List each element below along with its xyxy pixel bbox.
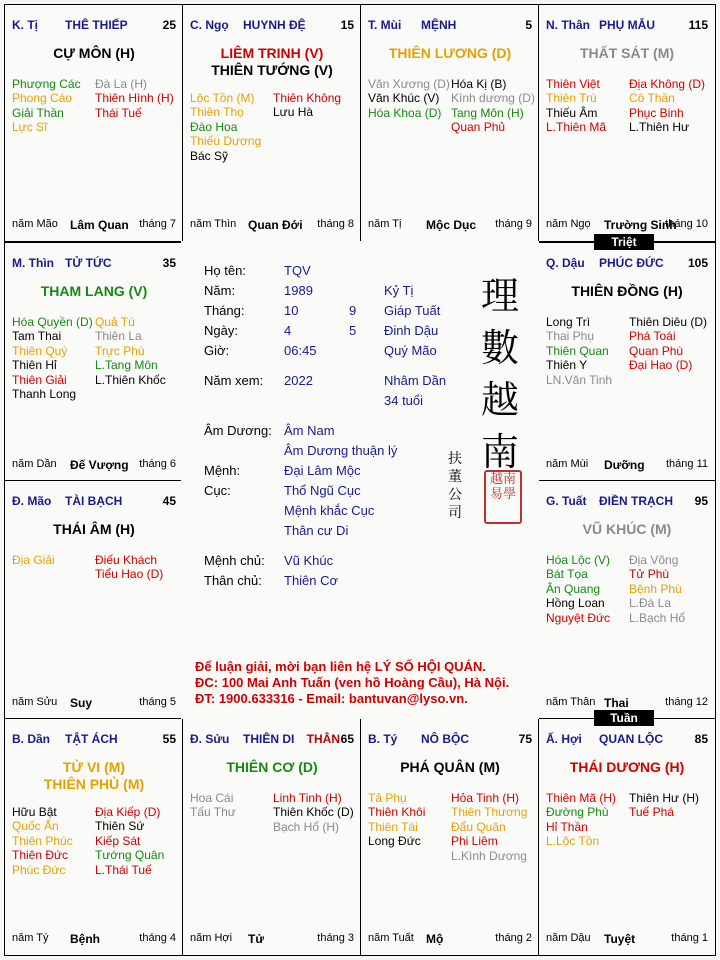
major-stars [183,759,361,776]
minor-star: Giải Thần [12,105,64,120]
value-than-cu: Thân cư Di [284,523,349,538]
minor-star: L.Thiên Mã [546,120,607,135]
palace-name: TẬT ÁCH [65,732,118,746]
minor-star: Thiên Y [546,358,588,373]
major-stars [539,521,715,538]
major-star: THÁI ÂM (H) [53,521,135,537]
minor-star: Bác Sỹ [190,148,229,163]
major-stars [5,759,183,793]
palace-cell-ty [360,718,540,956]
palace-name: QUAN LỘC [599,732,663,746]
palace-stem: B. Tý [368,732,398,746]
palace-name: PHỤ MẪU [599,18,655,32]
minor-stars-left [12,805,73,877]
palace-footer [368,932,532,946]
palace-header [12,18,176,34]
palace-cell-hoi [538,718,716,956]
palace-cell-ti [4,4,184,242]
major-star: PHÁ QUÂN (M) [400,759,500,775]
minor-star: L.Kình Dương [451,848,527,863]
label-than-chu: Thân chủ: [204,573,262,588]
minor-stars-right [629,553,685,625]
minor-stars-right [451,77,535,135]
major-star: VŨ KHÚC (M) [582,521,672,537]
major-stars [361,45,539,62]
minor-star: Thiên Đức [12,848,69,863]
red-seal-stamp: 越南易學 [484,470,522,524]
minor-stars-right [273,91,341,120]
minor-star: Tướng Quân [95,848,165,863]
minor-star: Bệnh Phù [629,581,682,596]
label-hour: Giờ: [204,343,230,358]
palace-name: ĐIỀN TRẠCH [599,494,673,508]
palace-month: tháng 5 [139,696,176,708]
minor-star: Linh Tinh (H) [273,791,342,805]
palace-stem: Đ. Sửu [190,732,230,746]
minor-star: Thiên Khốc (D) [273,805,354,820]
minor-star: LN.Văn Tinh [546,372,613,387]
minor-stars-right [273,791,354,834]
palace-month: tháng 1 [671,932,708,944]
minor-stars-left [368,77,450,120]
minor-star: Thiên Phúc [12,833,73,848]
contact-line-3: ĐT: 1900.633316 - Email: bantuvan@lyso.vn. [195,691,468,706]
palace-cell-mui [360,4,540,242]
minor-star: Tang Môn (H) [451,105,524,120]
palace-header [12,494,176,510]
major-star: THẤT SÁT (M) [579,45,675,61]
value-year-can: Kỷ Tị [384,283,414,298]
major-star: THIÊN LƯƠNG (D) [388,45,512,61]
palace-stem: Đ. Mão [12,494,52,508]
minor-stars-left [546,315,612,387]
palace-year: năm Mão [12,218,58,230]
palace-month: tháng 10 [665,218,708,230]
minor-star: Hóa Lộc (V) [546,553,611,567]
major-star: THIÊN PHỦ (M) [43,776,145,792]
palace-footer [546,458,708,472]
palace-cell-dan [4,718,184,956]
minor-star: Thiên Giải [12,372,67,387]
palace-month: tháng 12 [665,696,708,708]
minor-star: Đường Phù [546,805,609,820]
minor-star: L.Thái Tuế [95,862,152,877]
minor-star: Địa Giải [12,553,55,567]
minor-star: Tuế Phá [629,805,674,820]
palace-number: 45 [162,494,176,508]
contact-line-2: ĐC: 100 Mai Anh Tuấn (ven hồ Hoàng Cầu), Hà Nội. [195,675,510,690]
major-star: THIÊN CƠ (D) [226,759,318,775]
minor-star: Tam Thai [12,329,62,344]
life-stage: Mộ [426,932,444,946]
minor-star: Thiên Quan [546,343,609,358]
minor-stars-right [629,315,707,373]
minor-star: Quan Phủ [451,120,506,135]
minor-stars-left [368,791,425,849]
palace-year: năm Ngọ [546,218,591,230]
minor-star: Hữu Bật [12,805,57,819]
minor-star: Thanh Long [12,387,77,402]
value-menh-chu: Vũ Khúc [284,553,334,568]
minor-stars-right [95,553,163,582]
minor-star: Hóa Kị (B) [451,77,507,91]
life-stage: Trường Sinh [604,218,677,232]
minor-star: Hỏa Tinh (H) [451,791,520,805]
minor-star: Thiên Mã (H) [546,791,617,805]
major-stars [5,45,183,62]
palace-header [546,494,708,510]
palace-header [12,256,176,272]
minor-star: Đẩu Quân [451,819,506,834]
minor-star: Long Trì [546,315,591,329]
minor-star: Hỉ Thần [546,819,588,834]
minor-star: Phá Toái [629,329,676,344]
label-month: Tháng: [204,303,245,318]
major-star: THIÊN TƯỚNG (V) [211,62,333,78]
minor-star: Quan Phù [629,343,684,358]
tuan-marker: Tuần [594,710,654,726]
minor-stars-left [546,791,616,849]
minor-star: Kiếp Sát [95,833,141,848]
palace-footer [12,458,176,472]
life-stage: Bệnh [70,932,100,946]
palace-number: 65 [340,732,354,746]
label-day: Ngày: [204,323,238,338]
major-star: THIÊN ĐỒNG (H) [571,283,683,299]
minor-stars-right [629,77,705,135]
minor-star: Thiên Thương [451,805,528,820]
palace-header [546,732,708,748]
palace-number: 5 [525,18,532,32]
palace-name: THÊ THIẾP [65,18,128,32]
value-amduong: Âm Nam [284,423,335,438]
major-star: THÁI DƯƠNG (H) [569,759,685,775]
palace-footer [12,696,176,710]
value-year: 1989 [284,283,313,298]
value-month-lunar: 9 [349,303,357,318]
major-stars [539,45,715,62]
minor-star: Ân Quang [546,581,601,596]
palace-year: năm Dậu [546,932,591,944]
minor-star: Phục Binh [629,105,684,120]
minor-star: Lộc Tồn (M) [190,91,255,105]
palace-name: TÀI BẠCH [65,494,123,508]
major-stars [183,45,361,79]
palace-cell-than [538,4,716,242]
value-cuc: Thổ Ngũ Cục [284,483,361,498]
major-star: CỰ MÔN (H) [53,45,135,61]
palace-number: 115 [688,18,708,32]
minor-star: Cô Thần [629,91,675,106]
major-stars [5,283,183,300]
minor-star: Hóa Quyền (D) [12,315,93,329]
palace-month: tháng 2 [495,932,532,944]
minor-star: Long Đức [368,834,421,849]
palace-year: năm Sửu [12,696,58,708]
palace-stem: Ấ. Hợi [546,732,582,746]
minor-star: Điếu Khách [95,553,158,567]
palace-footer [12,218,176,232]
minor-star: Thiên Sứ [95,819,145,834]
minor-stars-left [190,91,261,163]
palace-month: tháng 9 [495,218,532,230]
palace-number: 35 [162,256,176,270]
minor-star: Tiểu Hao (D) [95,567,164,582]
minor-stars-right [629,791,699,820]
minor-star: Thiên Khôi [368,805,426,820]
palace-header [546,256,708,272]
major-stars [539,283,715,300]
palace-name: TỬ TỨC [65,256,112,270]
minor-stars-left [190,791,236,820]
palace-number: 105 [687,256,708,270]
palace-year: năm Dần [12,458,57,470]
minor-star: Trực Phù [95,343,145,358]
than-tag: THÂN [306,732,340,746]
minor-star: Đà La (H) [95,77,148,91]
minor-star: L.Thiên Khốc [95,372,166,387]
palace-cell-ngo [182,4,362,242]
palace-stem: T. Mùi [368,18,402,32]
minor-star: Thiên Hư (H) [629,791,700,805]
palace-number: 95 [694,494,708,508]
palace-month: tháng 8 [317,218,354,230]
value-hour-can: Quý Mão [384,343,437,358]
palace-stem: K. Tị [12,18,38,32]
palace-year: năm Tuất [368,932,414,944]
calligraphy-small-text: 扶 董 公 司 [448,451,462,521]
palace-cell-suu [182,718,362,956]
palace-name: PHÚC ĐỨC [599,256,664,270]
label-cuc: Cục: [204,483,231,498]
palace-name: HUYNH ĐỆ [243,18,306,32]
major-star: TỬ VI (M) [62,759,126,775]
minor-star: Hoa Cái [190,791,234,805]
palace-footer [546,696,708,710]
palace-header [12,732,176,748]
minor-star: Phúc Đức [12,862,66,877]
minor-star: Lực Sĩ [12,120,48,135]
value-view-can: Nhâm Dần [384,373,447,388]
minor-star: Đào Hoa [190,119,238,134]
value-month: 10 [284,303,299,318]
minor-star: Lưu Hà [273,105,314,120]
minor-stars-right [95,77,174,120]
minor-star: L.Đà La [629,596,672,611]
minor-star: Thiên Tài [368,819,418,834]
palace-header [190,732,354,748]
minor-star: Tử Phù [629,567,670,582]
label-menh: Mệnh: [204,463,241,478]
major-stars [539,759,715,776]
minor-star: Thiên Diêu (D) [629,315,708,329]
value-day: 4 [284,323,292,338]
minor-star: Quốc Ấn [12,819,59,834]
life-stage: Tuyệt [604,932,636,946]
minor-star: Quả Tú [95,315,135,329]
minor-star: Thiên Quý [12,343,68,358]
palace-number: 75 [518,732,532,746]
palace-month: tháng 11 [665,458,708,470]
minor-stars-left [12,77,81,135]
minor-star: Thiếu Dương [190,134,262,149]
palace-month: tháng 3 [317,932,354,944]
calligraphy-text: 理 數 越 南 [480,274,519,474]
minor-stars-left [546,77,606,135]
palace-year: năm Hợi [190,932,233,944]
palace-year: năm Tý [12,932,49,944]
minor-star: Văn Xương (D) [368,77,450,91]
minor-star: Đại Hao (D) [629,358,693,373]
palace-month: tháng 7 [139,218,176,230]
palace-stem: M. Thìn [12,256,54,270]
value-cuc-2: Mệnh khắc Cục [284,503,375,518]
palace-header [190,18,354,34]
palace-year: năm Mùi [546,458,589,470]
palace-stem: G. Tuất [546,494,587,508]
palace-header [368,732,532,748]
palace-name: THIÊN DI [243,732,295,746]
minor-star: Địa Không (D) [629,77,706,91]
palace-cell-mao [4,480,184,720]
palace-month: tháng 6 [139,458,176,470]
palace-stem: B. Dần [12,732,51,746]
minor-star: Thiên La [95,329,142,344]
minor-star: Hồng Loan [546,596,605,611]
minor-stars-right [451,791,527,863]
minor-star: Tả Phụ [368,791,407,805]
palace-footer [546,218,708,232]
value-view-year: 2022 [284,373,313,388]
minor-star: L.Thiên Hư [629,120,690,135]
minor-star: Phi Liêm [451,834,498,849]
life-stage: Suy [70,696,93,710]
minor-star: Thai Phụ [546,329,595,344]
life-stage: Mộc Dục [426,218,477,232]
label-amduong: Âm Dương: [204,423,272,438]
value-day-can: Đinh Dậu [384,323,439,338]
minor-star: Bạch Hổ (H) [273,819,340,834]
life-stage: Tử [248,932,265,946]
value-amduong-2: Âm Dương thuận lý [284,443,398,458]
palace-stem: C. Ngọ [190,18,229,32]
palace-year: năm Thân [546,696,596,708]
minor-star: Nguyệt Đức [546,610,611,625]
minor-star: Địa Kiếp (D) [95,805,161,819]
minor-star: Hóa Khoa (D) [368,105,442,120]
label-view-year: Năm xem: [204,373,264,388]
value-hour: 06:45 [284,343,317,358]
palace-year: năm Thìn [190,218,237,230]
life-stage: Đế Vượng [70,458,129,472]
minor-star: Thiên Hình (H) [95,91,174,106]
life-stage: Lâm Quan [70,218,129,232]
minor-stars-left [12,315,93,401]
palace-stem: N. Thân [546,18,590,32]
value-day-lunar: 5 [349,323,357,338]
minor-star: Thiếu Âm [546,105,598,120]
label-year: Năm: [204,283,236,298]
minor-stars-left [12,553,55,567]
value-than-chu: Thiên Cơ [284,573,339,588]
life-stage: Thai [604,696,629,710]
minor-star: Thiên Không [273,91,342,105]
palace-name: MỆNH [421,18,457,32]
minor-star: Địa Võng [629,553,679,567]
palace-number: 15 [340,18,354,32]
palace-cell-dau [538,242,716,482]
minor-star: Bát Tọa [546,567,588,582]
palace-number: 85 [694,732,708,746]
life-stage: Dưỡng [604,458,645,472]
minor-stars-right [95,805,164,877]
minor-star: Phong Cáo [12,91,73,106]
palace-footer [546,932,708,946]
label-name: Họ tên: [204,263,246,278]
palace-cell-tuat [538,480,716,720]
palace-header [368,18,532,34]
palace-footer [368,218,532,232]
palace-header [546,18,708,34]
contact-line-1: Để luận giải, mời bạn liên hệ LÝ SỐ HỘI QUÁN. [195,659,486,674]
label-menh-chu: Mệnh chủ: [204,553,265,568]
value-name: TQV [284,263,311,278]
palace-footer [190,218,354,232]
minor-stars-right [95,315,166,387]
minor-star: Thái Tuế [95,105,142,120]
minor-star: L.Bạch Hổ [629,610,686,625]
major-stars [5,521,183,538]
major-star: LIÊM TRINH (V) [220,45,324,61]
minor-stars-left [546,553,610,625]
palace-year: năm Tị [368,218,402,230]
minor-star: Thiên Trù [546,91,597,106]
minor-star: Văn Khúc (V) [368,91,440,106]
palace-cell-thin [4,242,184,482]
triet-marker: Triệt [594,234,654,250]
palace-name: NÔ BỘC [421,732,469,746]
value-menh: Đại Lâm Mộc [284,463,361,478]
palace-month: tháng 4 [139,932,176,944]
minor-star: Tấu Thư [190,805,236,820]
major-stars [361,759,539,776]
minor-star: Phượng Các [12,77,81,91]
minor-star: Thiên Hỉ [12,358,57,373]
minor-star: Kình dương (D) [451,91,535,106]
minor-star: L.Lộc Tồn [546,834,600,849]
palace-footer [12,932,176,946]
palace-number: 25 [162,18,176,32]
minor-star: Thiên Việt [546,77,600,91]
major-star: THAM LANG (V) [40,283,148,299]
palace-number: 55 [162,732,176,746]
palace-footer [190,932,354,946]
value-month-can: Giáp Tuất [384,303,441,318]
palace-stem: Q. Dậu [546,256,585,270]
life-stage: Quan Đới [248,218,303,232]
minor-star: Thiên Thọ [190,105,244,120]
value-age: 34 tuổi [384,393,424,408]
minor-star: L.Tang Môn [95,358,158,373]
